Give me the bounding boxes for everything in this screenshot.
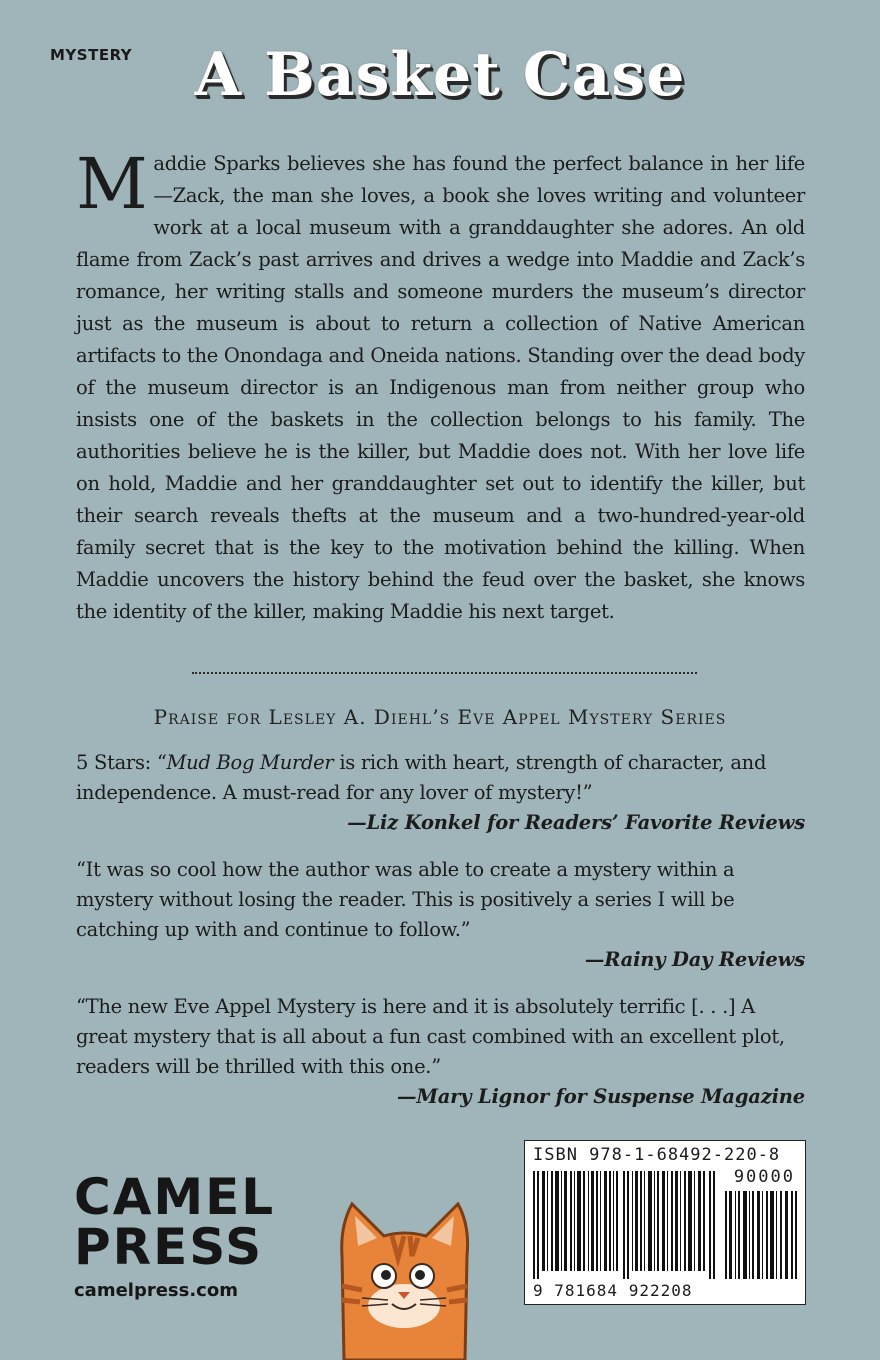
review-quote: “It was so cool how the author was able to create a mystery within a mystery without losing the reader. This is positively a series I will be catching up with and continue to follow.” <box>76 858 735 941</box>
review-quote: “The new Eve Appel Mystery is here and it is absolutely terrific [. . .] A great mystery that is all about a fun cast combined with an excellent plot, readers will be thrilled with this one.” <box>76 995 785 1078</box>
price-barcode <box>725 1191 797 1279</box>
price-code: 90000 <box>733 1167 795 1187</box>
genre-label: MYSTERY <box>50 46 133 64</box>
blurb-text: addie Sparks believes she has found the perfect balance in her life—Zack, the man she loves, a book she loves writing and volunteer work at a local museum with a granddaughter she adores. An old flame from Zack’s past arrives and drives a wedge into Maddie and Zack’s romance, her writing stalls and someone murders the museum’s director just as the museum is about to return a collection of Native American artifacts to the Onondaga and Oneida nations. Standing over the dead body of the museum director is an Indigenous man from neither group who insists one of the baskets in the collection belongs to his family. The authorities believe he is the killer, but Maddie does not. With her love life on hold, Maddie and her granddaughter set out to identify the killer, but their search reveals thefts at the museum and a two-hundred-year-old family secret that is the key to the motivation behind the killing. When Maddie uncovers the history behind the feud over the basket, she knows the identity of the killer, making Maddie his next target. <box>76 152 805 623</box>
ean-digits: 9 781684 922208 <box>533 1281 693 1300</box>
review-2 <box>76 855 805 975</box>
book-blurb <box>76 143 805 628</box>
isbn-label: ISBN 978-1-68492-220-8 <box>533 1145 781 1165</box>
publisher-name-line1: CAMEL <box>74 1168 276 1226</box>
publisher-logo <box>74 1168 276 1302</box>
review-quote: 5 Stars: “Mud Bog Murder is rich with heart, strength of character, and independence. A must-read for any lover of mystery!” <box>76 751 767 804</box>
review-3 <box>76 992 805 1112</box>
barcode-panel <box>524 1140 806 1305</box>
section-divider <box>192 672 697 674</box>
review-1 <box>76 748 805 838</box>
review-attribution: —Rainy Day Reviews <box>584 948 805 971</box>
publisher-website: camelpress.com <box>74 1280 238 1301</box>
review-attribution: —Liz Konkel for Readers’ Favorite Reviews <box>347 811 805 834</box>
praise-heading: Praise for Lesley A. Diehl’s Eve Appel Mystery Series <box>153 705 727 729</box>
review-attribution: —Mary Lignor for Suspense Magazine <box>397 1085 805 1108</box>
review-book-title: Mud Bog Murder <box>166 751 334 774</box>
cat-illustration <box>322 1196 487 1360</box>
publisher-name-line2: PRESS <box>74 1218 264 1276</box>
blurb-dropcap: M <box>76 143 148 225</box>
isbn-barcode <box>533 1171 719 1279</box>
book-title: A Basket Case <box>194 40 686 110</box>
